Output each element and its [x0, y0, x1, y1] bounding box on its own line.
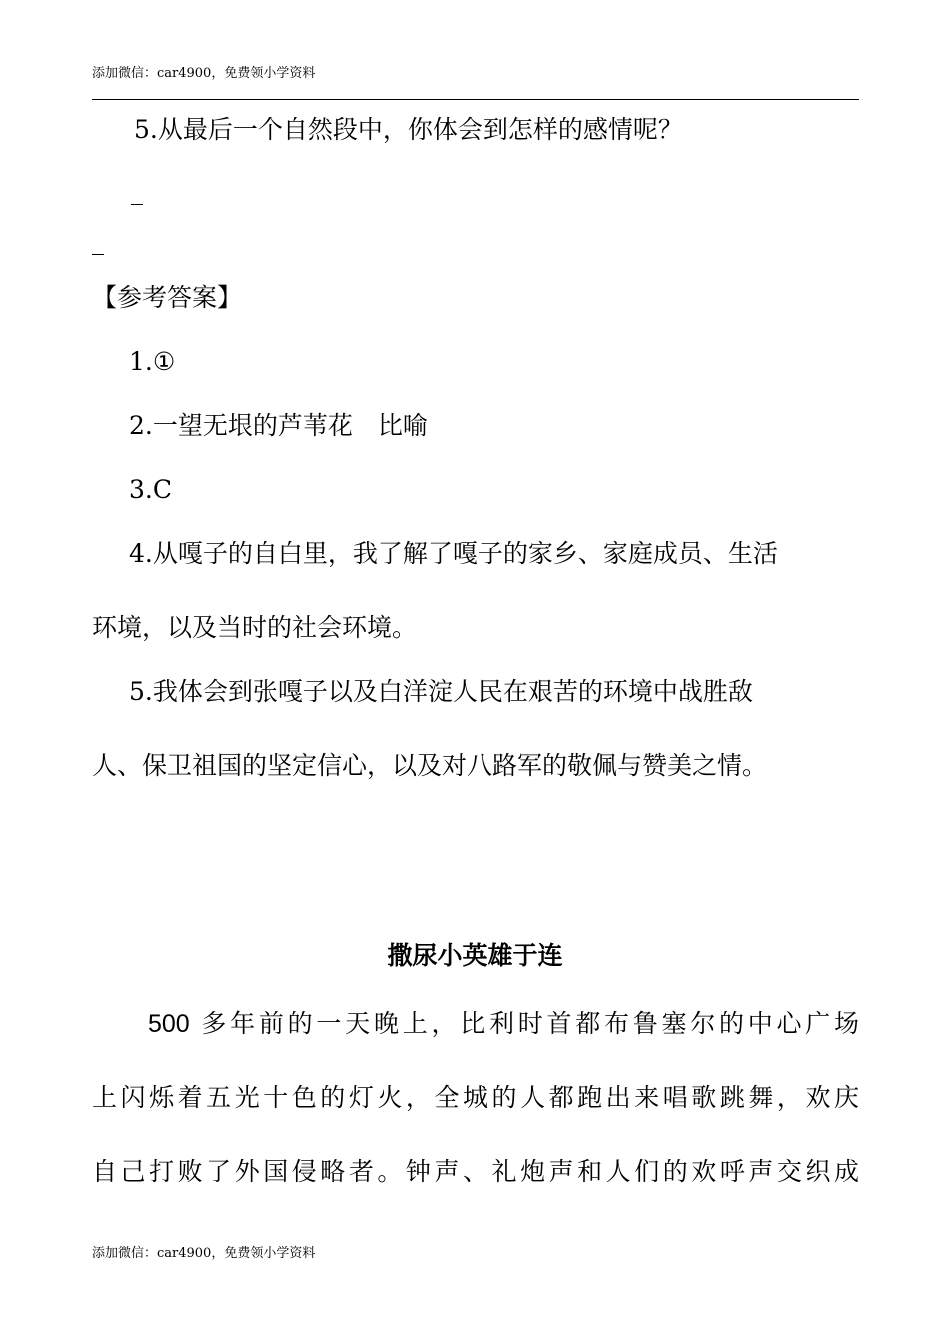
header-divider: [92, 99, 859, 100]
story-line-1-number: 500: [148, 1010, 190, 1038]
header-note: 添加微信：car4900，免费领小学资料: [92, 66, 316, 81]
answer-5-line-1: 5.我体会到张嘎子以及白洋淀人民在艰苦的环境中战胜敌: [129, 677, 753, 706]
answer-blank-line-2: [92, 254, 104, 255]
answer-4-line-1: 4.从嘎子的自白里，我了解了嘎子的家乡、家庭成员、生活: [129, 539, 778, 568]
answer-blank-line-1: [131, 204, 143, 205]
answer-1: 1.①: [129, 347, 176, 376]
answer-2: 2.一望无垠的芦苇花 比喻: [129, 411, 428, 440]
story-line-1: [148, 1008, 859, 1040]
question-5: 5.从最后一个自然段中，你体会到怎样的感情呢？: [134, 115, 683, 144]
story-line-1-text: 多年前的一天晚上，比利时首都布鲁塞尔的中心广场: [201, 1009, 859, 1038]
answer-key-heading: 【参考答案】: [92, 283, 243, 312]
answer-3: 3.C: [129, 475, 172, 504]
answer-4-line-2: 环境，以及当时的社会环境。: [92, 613, 418, 642]
answer-5-line-2: 人、保卫祖国的坚定信心，以及对八路军的敬佩与赞美之情。: [92, 751, 768, 780]
story-title: 撒尿小英雄于连: [387, 941, 563, 970]
story-line-2: 上闪烁着五光十色的灯火，全城的人都跑出来唱歌跳舞，欢庆: [92, 1083, 859, 1112]
story-line-3: 自己打败了外国侵略者。钟声、礼炮声和人们的欢呼声交织成: [92, 1157, 859, 1186]
footer-note: 添加微信：car4900，免费领小学资料: [92, 1246, 316, 1261]
